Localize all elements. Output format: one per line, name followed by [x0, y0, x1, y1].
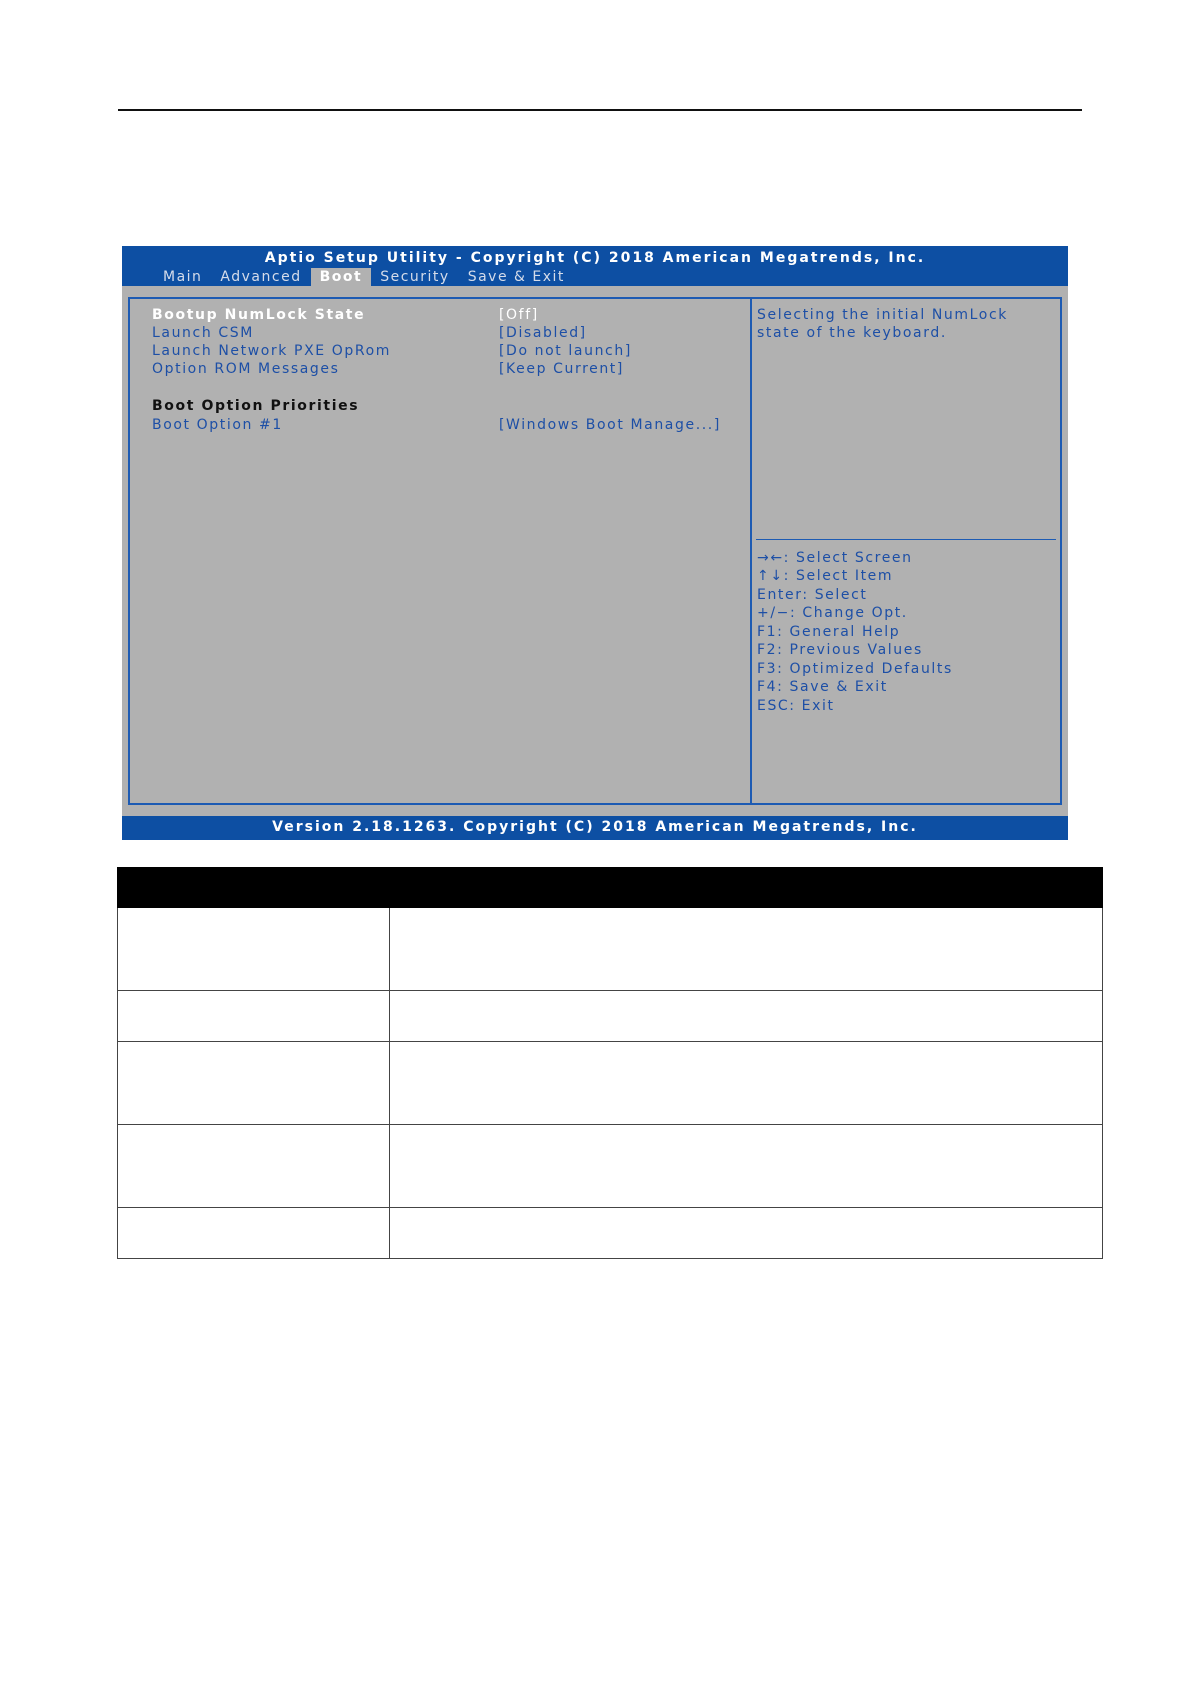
bios-main-panel [128, 297, 752, 805]
table-cell [390, 1208, 1103, 1259]
bios-header [122, 246, 1068, 286]
help-text-line-2: state of the keyboard. [757, 325, 947, 341]
key-hint-optimized-defaults: F3: Optimized Defaults [757, 661, 953, 677]
key-hint-esc-exit: ESC: Exit [757, 698, 835, 714]
table-row [118, 1125, 1103, 1208]
setting-boot-option-1[interactable]: Boot Option #1 [152, 417, 283, 433]
section-boot-option-priorities: Boot Option Priorities [152, 398, 360, 414]
key-hint-enter-select: Enter: Select [757, 587, 868, 603]
bios-title: Aptio Setup Utility - Copyright (C) 2018 American Megatrends, Inc. [264, 250, 926, 266]
bios-footer-text: Version 2.18.1263. Copyright (C) 2018 American Megatrends, Inc. [272, 819, 918, 835]
table-cell [118, 1125, 390, 1208]
key-hint-previous-values: F2: Previous Values [757, 642, 923, 658]
table-cell [390, 1125, 1103, 1208]
key-hint-general-help: F1: General Help [757, 624, 901, 640]
table-header-cell [390, 868, 1103, 908]
key-hint-change-opt: +/−: Change Opt. [757, 605, 908, 621]
table-row [118, 1208, 1103, 1259]
table-cell [118, 908, 390, 991]
setting-option-rom-messages[interactable]: Option ROM Messages [152, 361, 340, 377]
bios-tab-bar [154, 268, 574, 286]
table-cell [118, 1042, 390, 1125]
table-header-row [118, 868, 1103, 908]
value-launch-network-pxe-oprom[interactable]: [Do not launch] [499, 343, 632, 359]
setting-launch-csm[interactable]: Launch CSM [152, 325, 254, 341]
tab-advanced[interactable]: Advanced [220, 269, 302, 285]
value-launch-csm[interactable]: [Disabled] [499, 325, 587, 341]
key-hint-save-exit: F4: Save & Exit [757, 679, 888, 695]
tab-boot[interactable]: Boot [311, 268, 372, 286]
table-cell [390, 908, 1103, 991]
table-cell [118, 991, 390, 1042]
bios-setup-screenshot [122, 246, 1068, 840]
settings-description-table [117, 867, 1103, 1259]
help-text-line-1: Selecting the initial NumLock [757, 307, 1008, 323]
value-boot-option-1[interactable]: [Windows Boot Manage...] [499, 417, 721, 433]
setting-bootup-numlock-state[interactable]: Bootup NumLock State [152, 307, 366, 323]
page-top-rule [118, 109, 1082, 111]
table-cell [390, 1042, 1103, 1125]
table-row [118, 1042, 1103, 1125]
bios-footer [122, 816, 1068, 840]
table-row [118, 908, 1103, 991]
bios-help-panel [750, 297, 1062, 805]
table-cell [118, 1208, 390, 1259]
help-divider [756, 539, 1056, 540]
key-hint-select-item: ↑↓: Select Item [757, 568, 894, 584]
setting-launch-network-pxe-oprom[interactable]: Launch Network PXE OpRom [152, 343, 391, 359]
table-cell [390, 991, 1103, 1042]
value-bootup-numlock-state[interactable]: [Off] [499, 307, 539, 323]
tab-main[interactable]: Main [163, 269, 203, 285]
value-option-rom-messages[interactable]: [Keep Current] [499, 361, 624, 377]
tab-security[interactable]: Security [380, 269, 450, 285]
table-row [118, 991, 1103, 1042]
table-header-cell [118, 868, 390, 908]
tab-save-exit[interactable]: Save & Exit [467, 269, 565, 285]
key-hint-select-screen: →←: Select Screen [757, 550, 913, 566]
